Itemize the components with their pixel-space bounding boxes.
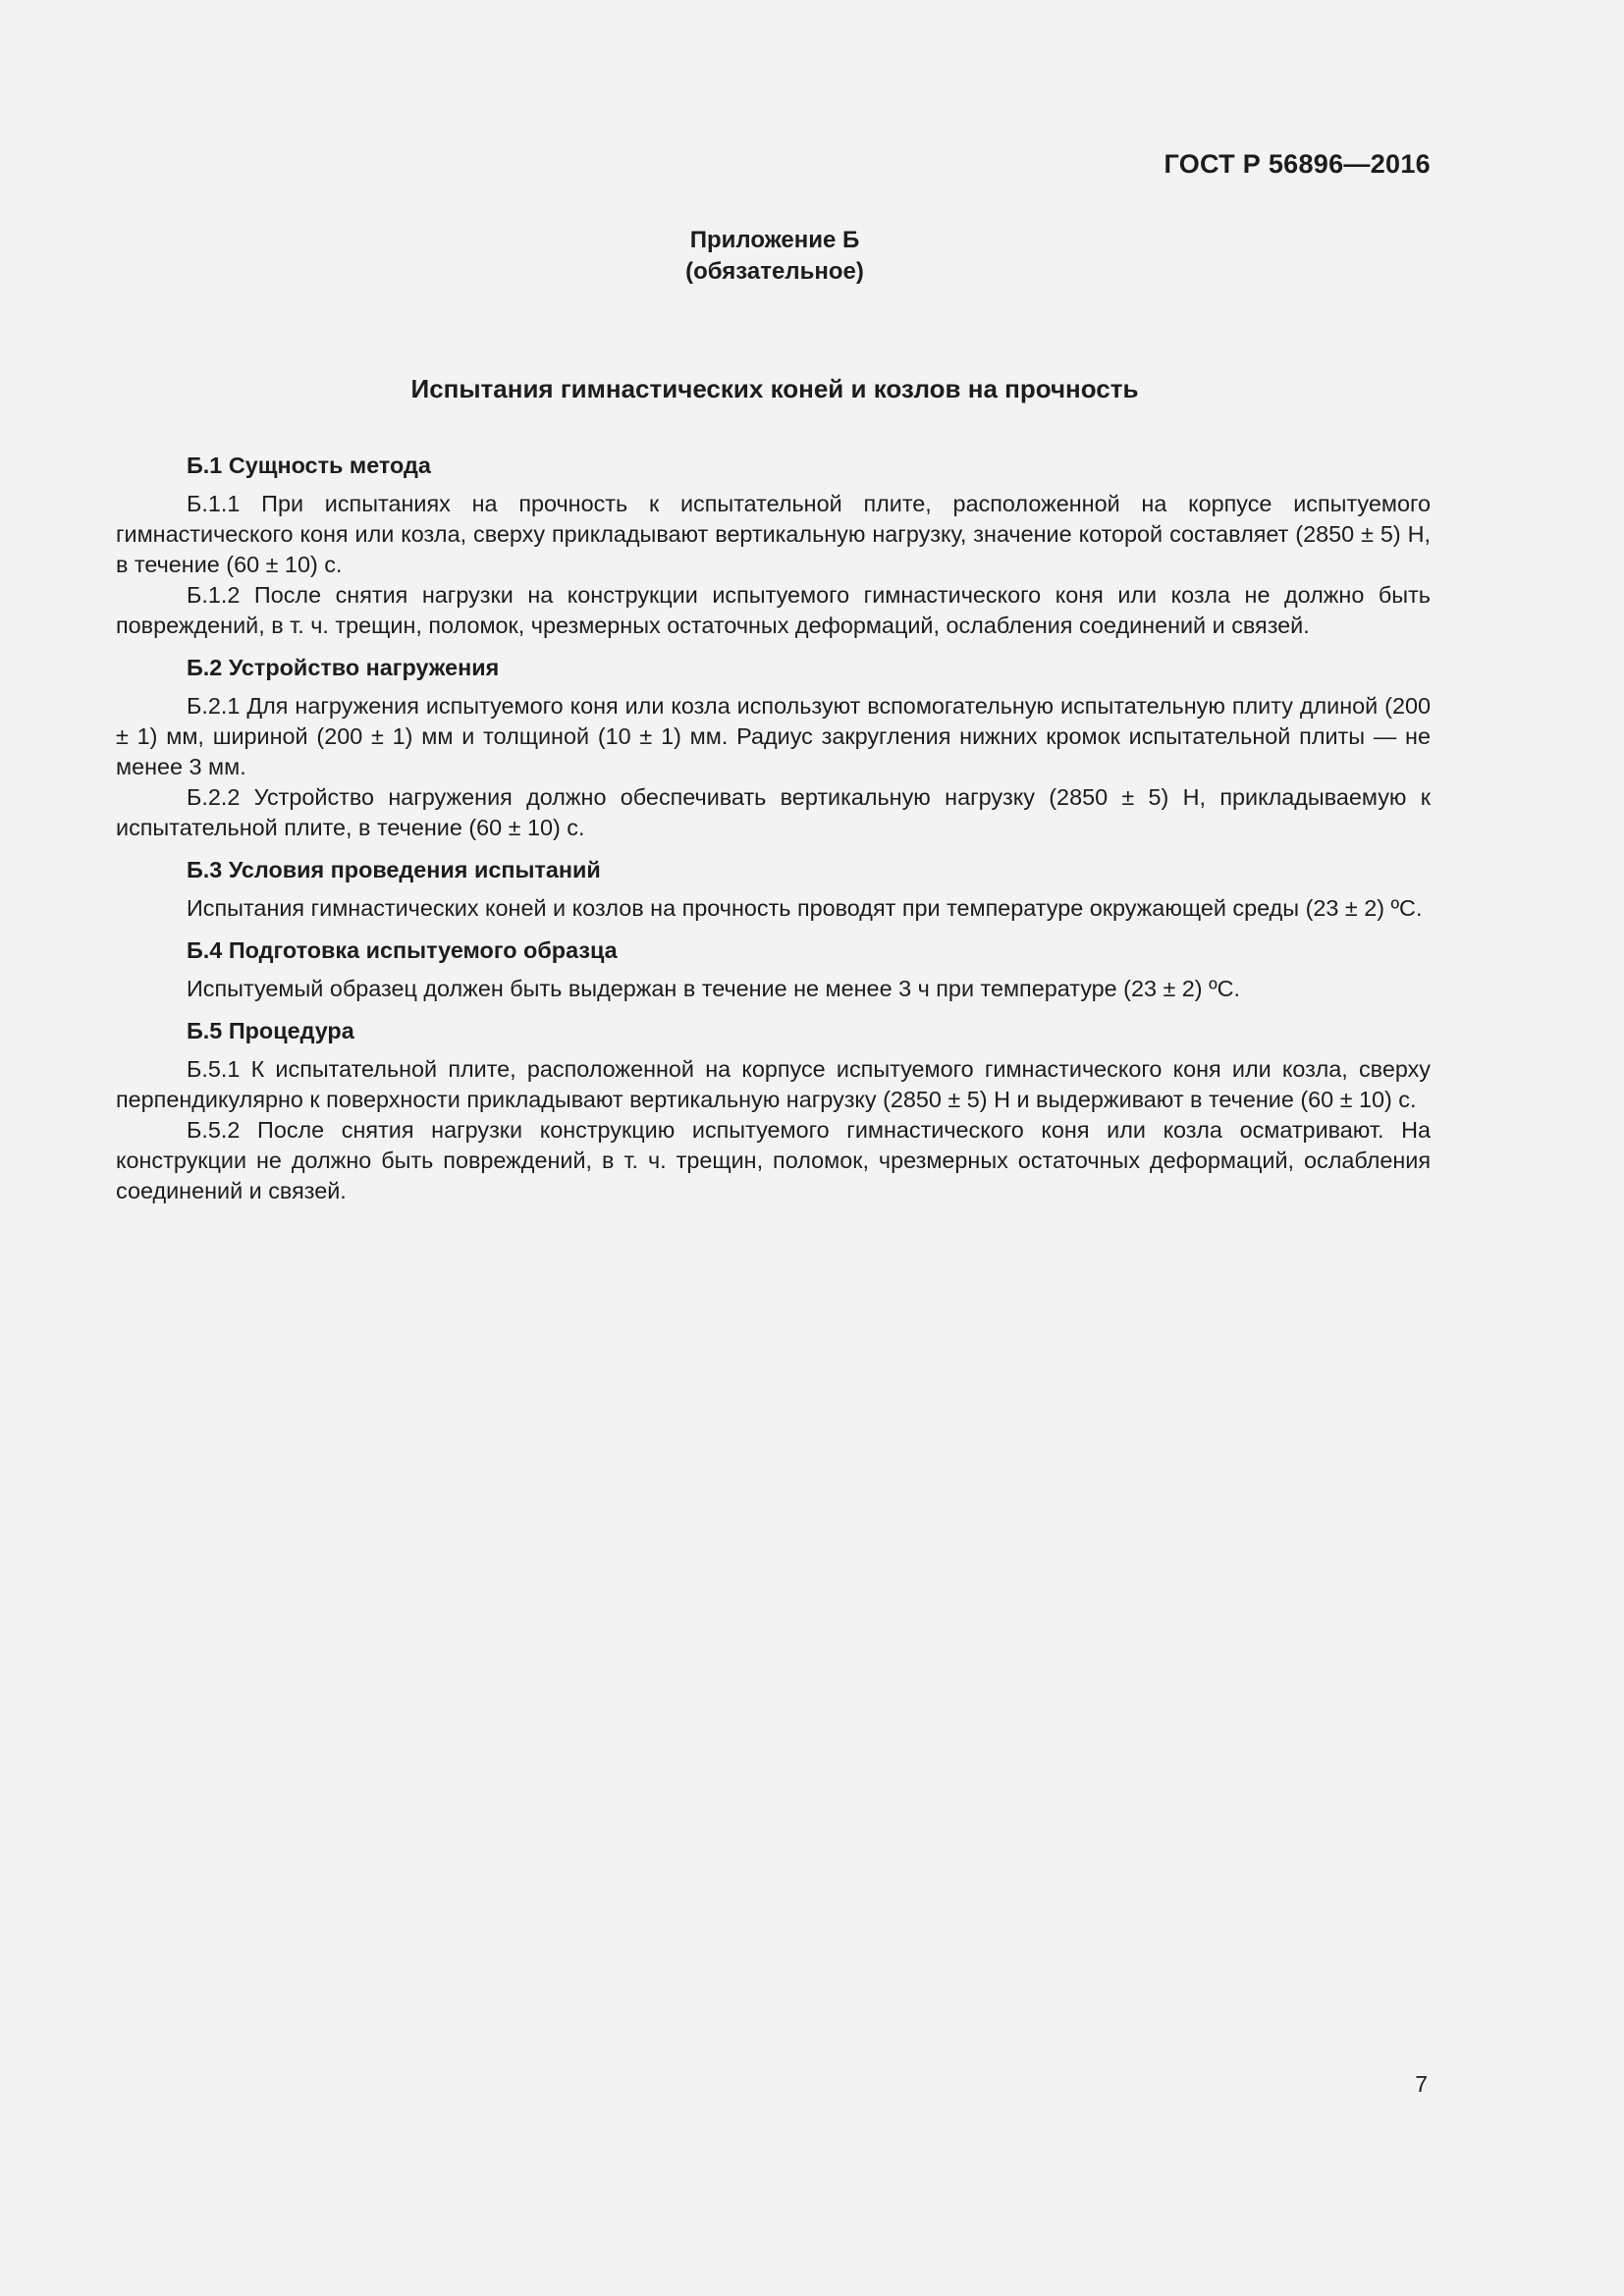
paragraph-b1-1: Б.1.1 При испытаниях на прочность к испытательной плите, расположенной на корпусе испытуемого гимнастического коня или козла, сверху прикладывают вертикальную нагрузку, значение которой составляет (2850 ± 5) Н, в течение (60 ± 10) с.	[116, 491, 1431, 577]
document-body	[116, 451, 1431, 1218]
annex-heading	[0, 225, 1549, 288]
paragraph-b3: Испытания гимнастических коней и козлов на прочность проводят при температуре окружающей среды (23 ± 2) ºС.	[187, 895, 1423, 921]
section-title: Б.3 Условия проведения испытаний	[187, 857, 601, 882]
document-code: ГОСТ Р 56896—2016	[1164, 149, 1431, 179]
paragraph-b1-2: Б.1.2 После снятия нагрузки на конструкции испытуемого гимнастического коня или козла не должно быть повреждений, в т. ч. трещин, поломок, чрезмерных остаточных деформаций, ослабления соединений и связей.	[116, 582, 1431, 638]
paragraph-b5-1: Б.5.1 К испытательной плите, расположенной на корпусе испытуемого гимнастического коня или козла, сверху перпендикулярно к поверхности прикладывают вертикальную нагрузку (2850 ± 5) Н и выдерживают в течение (60 ± 10) с.	[116, 1056, 1431, 1112]
section-b4	[116, 935, 1431, 1004]
annex-label: Приложение Б	[689, 227, 860, 253]
paragraph-b4: Испытуемый образец должен быть выдержан в течение не менее 3 ч при температуре (23 ± 2) ºС.	[187, 976, 1241, 1001]
section-title: Б.5 Процедура	[187, 1018, 354, 1043]
paragraph-b5-2: Б.5.2 После снятия нагрузки конструкцию испытуемого гимнастического коня или козла осматривают. На конструкции не должно быть повреждений, в т. ч. трещин, поломок, чрезмерных остаточных деформаций, ослабления соединений и связей.	[116, 1117, 1431, 1203]
section-title: Б.1 Сущность метода	[187, 453, 431, 478]
section-b3	[116, 855, 1431, 924]
section-b2	[116, 653, 1431, 843]
section-b1	[116, 451, 1431, 641]
paragraph-b2-1: Б.2.1 Для нагружения испытуемого коня или козла используют вспомогательную испытательную плиту длиной (200 ± 1) мм, шириной (200 ± 1) мм и толщиной (10 ± 1) мм. Радиус закругления нижних кромок испытательной плиты — не менее 3 мм.	[116, 693, 1431, 779]
section-b5	[116, 1016, 1431, 1206]
annex-status: (обязательное)	[685, 258, 864, 285]
page-number: 7	[1415, 2071, 1428, 2097]
annex-title: Испытания гимнастических коней и козлов на прочность	[410, 374, 1139, 403]
section-title: Б.2 Устройство нагружения	[187, 655, 500, 680]
paragraph-b2-2: Б.2.2 Устройство нагружения должно обеспечивать вертикальную нагрузку (2850 ± 5) Н, прикладываемую к испытательной плите, в течение (60 ± 10) с.	[116, 784, 1431, 840]
section-title: Б.4 Подготовка испытуемого образца	[187, 937, 618, 963]
